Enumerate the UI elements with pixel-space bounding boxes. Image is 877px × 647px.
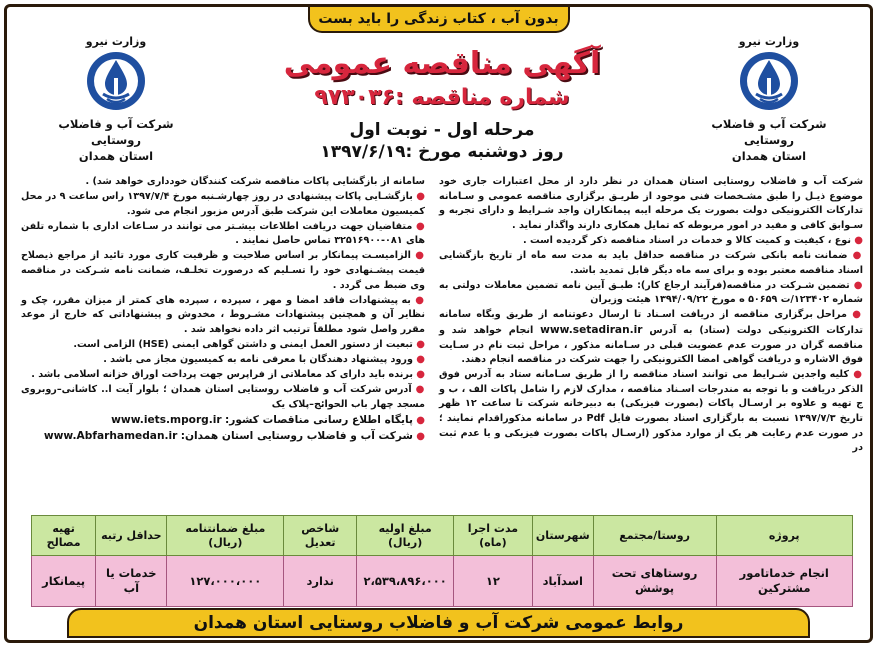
company-name xyxy=(41,116,191,164)
body-paragraph: ● برنده باید دارای کد معاملاتی از فراپرس جهت پرداخت اوراق خزانه اسلامی باشد . xyxy=(31,369,425,381)
table-cell: انجام خدماتامور مشترکین xyxy=(716,556,853,607)
bullet-icon: ● xyxy=(853,369,863,381)
top-slogan-banner: بدون آب ، کتاب زندگی را باید بست xyxy=(308,7,570,33)
bullet-icon: ● xyxy=(415,294,425,306)
body-paragraph: ● به پیشنهادات فاقد امضا و مهر ، سپرده ، سپرده های کمتر از میزان مقرر، چک و نظایر آن و همچنین پیشنهادات مشـروط ، مخدوش و پیشنهاداتی که خارج از موعد مقرر واصل شود مطلقاً ترتیب اثر داده نخواهد شد . xyxy=(21,294,425,335)
logo-block-left xyxy=(41,35,191,164)
tender-table xyxy=(31,515,853,607)
body-paragraph: شرکت آب و فاضلاب روستایی استان همدان در نظر دارد از محل اعتبارات جاری خود موضوع ذیـل را طبق مشـخصات فنی موجود از طریـق برگزاری مناقصه عمومی و سـامانه تدارکات الکترونیکی دولت بصورت یک مرحله ایبه پیمانکاران واجد شـرایط و دارای تجربه و سـوابق کافی و مفید در امور مربوطه که تمایل همکاری دارند واگذار نماید . xyxy=(439,176,863,231)
bullet-icon: ● xyxy=(416,191,425,203)
logo-block-right xyxy=(694,35,844,164)
body-paragraph: ● شرکت آب و فاضلاب روستایی استان همدان: www.Abfarhamedan.ir xyxy=(43,430,425,443)
table-cell: ۱۲ xyxy=(453,556,532,607)
body-column-left xyxy=(21,175,425,509)
body-paragraph: ● پایگاه اطلاع رسانی مناقصات کشور: www.iets.mporg.ir xyxy=(111,414,425,426)
ministry-label: وزارت نیرو xyxy=(85,35,147,48)
water-company-logo-icon xyxy=(85,50,147,112)
body-paragraph: ● الزامیسـت پیمانکار بر اساس صلاحیت و ظرفیت کاری مورد تائید از مراجع ذیصلاح قیمت پیشـنهادی خود را تسـلیم که درصورت تخلـف، ضمانت نامه شـرکت در مناقصه وی ضبط می گردد . xyxy=(21,250,426,291)
notice-body xyxy=(21,175,863,509)
bullet-icon: ● xyxy=(415,384,425,396)
body-paragraph: ● ضمانت نامه بانکی شرکت در مناقصه حداقل باید به مدت سه ماه از تاریخ بازگشایی اسناد مناقصه معتبر بوده و برای سه ماه دیگر قابل تمدید باشد. xyxy=(439,249,864,276)
title-area xyxy=(257,45,627,163)
body-column-right xyxy=(439,175,863,509)
body-paragraph: ● بازگشـایی پاکات پیشنهادی در روز چهارشـنبه مورخ ۱۳۹۷/۷/۴ راس ساعت ۹ در محل کمیسیون معاملات این شرکت طبق آدرس مزبور انجام می شود. xyxy=(21,191,425,217)
body-paragraph: ● تضمین شـرکت در مناقصه(فرآیند ارجاع کار): طبـق آیین نامه تضمین معاملات دولتی به شماره ۱۲۳۴۰۲/ت ۵۰۶۵۹ ه مورخ ۱۳۹۴/۰۹/۲۲ هیئت وزیران xyxy=(439,279,863,306)
table-cell: ندارد xyxy=(284,556,357,607)
table-cell: ۲،۵۳۹،۸۹۶،۰۰۰ xyxy=(357,556,454,607)
table-header-row xyxy=(32,516,853,556)
column-header: تهیه مصالح xyxy=(32,516,96,556)
body-paragraph: ● ورود پیشنهاد دهندگان با معرفی نامه به کمیسیون مجاز می باشد . xyxy=(103,354,425,366)
company-line-2: استان همدان xyxy=(78,149,154,163)
bullet-icon: ● xyxy=(416,369,425,381)
table-cell: اسدآباد xyxy=(532,556,593,607)
company-name xyxy=(694,116,844,164)
column-header: روستا/مجتمع xyxy=(593,516,716,556)
bullet-icon: ● xyxy=(852,249,864,261)
water-company-logo-icon xyxy=(738,50,800,112)
column-header: شاخص تعدیل xyxy=(284,516,357,556)
body-paragraph: ● نوع ، کیفیت و کمیت کالا و خدمات در اسناد مناقصه ذکر گردیده است . xyxy=(523,234,863,246)
table-row xyxy=(32,556,853,607)
column-header: مبلغ ضمانتنامه (ریال) xyxy=(167,516,284,556)
column-header: پروژه xyxy=(716,516,853,556)
column-header: حداقل رتبه xyxy=(96,516,167,556)
company-website-link[interactable]: www.Abfarhamedan.ir xyxy=(43,430,178,443)
company-line-1: شرکت آب و فاضلاب روستایی xyxy=(711,117,827,147)
bullet-icon: ● xyxy=(415,220,425,232)
body-paragraph: ● متقاضیان جهت دریافت اطلاعات بیشـتر می توانند در سـاعات اداری با شماره تلفن های ۰۸۱-۳۲۵۱۶۹۰۰ تماس حاصل نمایند . xyxy=(21,220,425,247)
bullet-icon: ● xyxy=(854,234,863,246)
column-header: مدت اجرا (ماه) xyxy=(453,516,532,556)
body-paragraph: ● کلیه واجدین شـرایط می توانند اسناد مناقصه را از طریق سـامانه ستاد به آدرس فوق الذکر دریافت و با توجه به مندرجات اسـناد مناقصه ، مدارک لازم را شامل پاکات الف ، ب و ج تهیه و علاوه بر ارسـال پاکات (بصورت فیزیکی) به دبیرخانه شرکت تا ساعت ۱۲ ظهر تاریخ ۱۳۹۷/۷/۳ نسبت به بارگزاری اسناد بصورت فایل Pdf در سامانه مذکوراقدام نمایند ؛ در صورت عدم رعایت هر یک از موارد مذکور (ارسـال پاکات بصورت فیزیکی و یا عدم ثبت در xyxy=(439,369,864,454)
ministry-label: وزارت نیرو xyxy=(738,35,800,48)
body-paragraph: سامانه از بازگشایی پاکات مناقصه شرکت کنندگان خودداری خواهد شد) . xyxy=(85,176,425,187)
column-header: مبلغ اولیه (ریال) xyxy=(357,516,454,556)
bullet-icon: ● xyxy=(416,415,425,426)
table-cell: پیمانکار xyxy=(32,556,96,607)
company-line-2: استان همدان xyxy=(731,149,807,163)
notice-title: آگهی مناقصه عمومی xyxy=(283,46,601,81)
table-cell: روستاهای تحت پوشش xyxy=(593,556,716,607)
setad-website-link[interactable]: www.setadiran.ir xyxy=(540,323,643,336)
tender-number: شماره مناقصه :۹۷۳۰۳۶ xyxy=(314,85,570,110)
public-relations-banner: روابط عمومی شرکت آب و فاضلاب روستایی استان همدان xyxy=(67,608,810,638)
body-paragraph: ● آدرس شرکت آب و فاضلاب روستایی استان همدان ؛ بلوار آیت ا.. کاشانی–روبروی مسجد چهار باب الحوائج–پلاک یک xyxy=(21,384,425,410)
table-cell: ۱۲۷،۰۰۰،۰۰۰ xyxy=(167,556,284,607)
table-cell: خدمات یا آب xyxy=(96,556,167,607)
column-header: شهرستان xyxy=(532,516,593,556)
iets-website-link[interactable]: www.iets.mporg.ir xyxy=(111,414,222,426)
body-paragraph: ● مراحل برگزاری مناقصه از دریافت اسـناد تا ارسال دعوتنامه از طریق وبگاه سامانه تدارکات الکترونیکی دولت (ستاد) به آدرس www.setadiran.ir انجام خواهد شد و مناقصه گران در صورت عدم عضویت قبلی در سـامانه مذکور ، مراحل ثبت نام در سـایت فوق الاشاره و دریافت گواهی امضا الکترونیکی را جهت شرکت در مناقصه انجام دهند. xyxy=(439,309,864,366)
bullet-icon: ● xyxy=(416,354,425,366)
company-line-1: شرکت آب و فاضلاب روستایی xyxy=(58,117,174,147)
bullet-icon: ● xyxy=(853,279,863,291)
bullet-icon: ● xyxy=(416,339,425,351)
bullet-icon: ● xyxy=(415,250,426,262)
notice-date: روز دوشنبه مورخ :۱۳۹۷/۶/۱۹ xyxy=(320,142,564,162)
body-paragraph: ● تبعیت از دستور العمل ایمنی و داشتن گواهی ایمنی (HSE) الزامی است. xyxy=(73,339,425,351)
bullet-icon: ● xyxy=(416,431,425,443)
bullet-icon: ● xyxy=(852,309,863,321)
tender-notice xyxy=(4,4,873,643)
stage-label: مرحله اول - نوبت اول xyxy=(349,120,535,140)
